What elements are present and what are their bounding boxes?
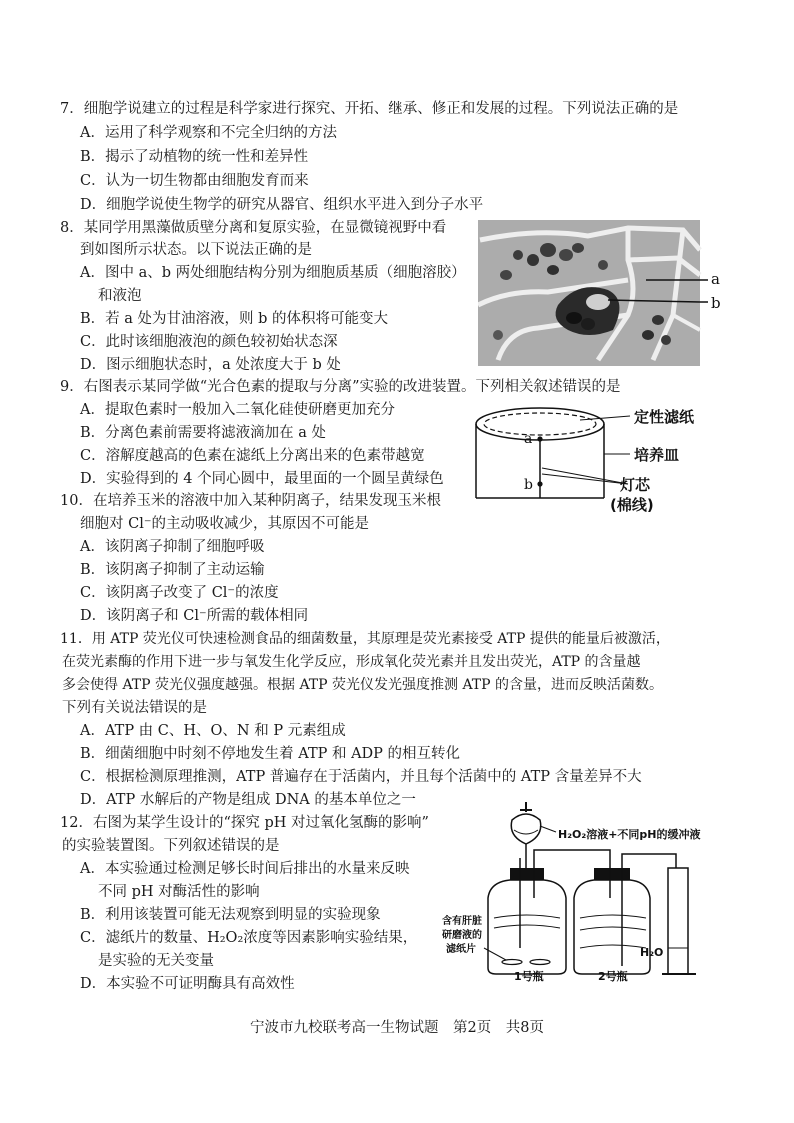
q12-option-d: D．本实验不可证明酶具有高效性 [80,976,295,992]
dish-label-petri-dish: 培养皿 [634,446,680,464]
q11-option-b: B．细菌细胞中时刻不停地发生着 ATP 和 ADP 的相互转化 [80,746,461,762]
q9-petri-dish-figure [470,398,750,516]
q8-option-b: B．若 a 处为甘油溶液，则 b 的体积将可能变大 [80,311,389,327]
q11-stem-line2: 在荧光素酶的作用下进一步与氧发生化学反应，形成氧化荧光素并且发出荧光，ATP 的含量越 [62,654,641,670]
page-footer: 宁波市九校联考高一生物试题 第2页 共8页 [250,1020,544,1036]
q11-option-d: D．ATP 水解后的产物是组成 DNA 的基本单位之一 [80,792,416,808]
dish-label-a: a [524,431,533,447]
q9-option-d: D．实验得到的 4 个同心圆中，最里面的一个圆呈黄绿色 [80,471,444,487]
q11-stem-line1: 11．用 ATP 荧光仪可快速检测食品的细菌数量，其原理是荧光素接受 ATP 提供的能量后被激活， [60,631,670,647]
q9-option-b: B．分离色素前需要将滤液滴加在 a 处 [80,425,327,441]
apparatus-label-h2o2: H₂O₂溶液+不同pH的缓冲液 [558,828,701,841]
q11-option-c: C．根据检测原理推测，ATP 普遍存在于活菌内，并且每个活菌中的 ATP 含量差异不大 [80,769,642,785]
apparatus-label-water: H₂O [640,946,664,959]
dish-label-wick: 灯芯 [620,476,651,494]
petri-dish-svg [470,398,750,516]
q7-option-d: D．细胞学说使生物学的研究从器官、组织水平进入到分子水平 [80,197,484,213]
q7-option-a: A．运用了科学观察和不完全归纳的方法 [80,125,337,141]
q8-stem-line1: 8．某同学用黑藻做质壁分离和复原实验，在显微镜视野中看 [60,220,447,236]
apparatus-label-bottle-1: 1号瓶 [514,970,544,982]
q12-option-c-cont: 是实验的无关变量 [98,953,214,969]
apparatus-label-paper-2: 研磨液的 [442,930,482,941]
q10-stem-line2: 细胞对 Cl⁻的主动吸收减少，其原因不可能是 [80,516,369,532]
q8-micrograph-figure [478,220,728,366]
q7-option-c: C．认为一切生物都由细胞发育而来 [80,173,309,189]
q8-option-a: A．图中 a、b 两处细胞结构分别为细胞质基质（细胞溶胶） [80,265,466,281]
q8-option-a-cont: 和液泡 [98,288,142,304]
q11-option-a: A．ATP 由 C、H、O、N 和 P 元素组成 [80,723,346,739]
q9-option-a: A．提取色素时一般加入二氧化硅使研磨更加充分 [80,402,395,418]
q11-stem-line4: 下列有关说法错误的是 [62,700,207,716]
dish-label-cotton: (棉线) [610,496,654,514]
apparatus-label-bottle-2: 2号瓶 [598,970,628,982]
q12-stem-line1: 12．右图为某学生设计的“探究 pH 对过氧化氢酶的影响” [60,815,429,831]
q10-option-c: C．该阴离子改变了 Cl⁻的浓度 [80,585,279,601]
q11-stem-line3: 多会使得 ATP 荧光仪强度越强。根据 ATP 荧光仪发光强度推测 ATP 的含量，进而反映活菌数。 [62,677,664,693]
q7-option-b: B．揭示了动植物的统一性和差异性 [80,149,309,165]
q8-stem-line2: 到如图所示状态。以下说法正确的是 [80,242,312,258]
apparatus-label-paper-1: 含有肝脏 [442,916,482,927]
q10-option-d: D．该阴离子和 Cl⁻所需的载体相同 [80,608,309,624]
q12-apparatus-figure [440,798,740,982]
apparatus-label-paper-3: 滤纸片 [446,944,476,955]
q9-stem: 9．右图表示某同学做“光合色素的提取与分离”实验的改进装置。下列相关叙述错误的是 [60,379,621,395]
micrograph-label-b: b [711,294,721,312]
q8-option-c: C．此时该细胞液泡的颜色较初始状态深 [80,334,338,350]
dish-label-filter-paper: 定性滤纸 [634,408,695,426]
micrograph-svg [478,220,728,366]
q12-option-c: C．滤纸片的数量、H₂O₂浓度等因素影响实验结果， [80,930,418,946]
q8-option-d: D．图示细胞状态时，a 处浓度大于 b 处 [80,357,341,373]
q10-option-a: A．该阴离子抑制了细胞呼吸 [80,539,265,555]
q12-option-b: B．利用该装置可能无法观察到明显的实验现象 [80,907,381,923]
q10-stem-line1: 10．在培养玉米的溶液中加入某种阴离子，结果发现玉米根 [60,493,441,509]
q7-stem: 7．细胞学说建立的过程是科学家进行探究、开拓、继承、修正和发展的过程。下列说法正确的是 [60,101,679,117]
micrograph-label-a: a [711,270,720,288]
dish-label-b: b [524,477,533,493]
q12-stem-line2: 的实验装置图。下列叙述错误的是 [62,838,280,854]
q12-option-a-cont: 不同 pH 对酶活性的影响 [98,884,260,900]
q9-option-c: C．溶解度越高的色素在滤纸上分离出来的色素带越宽 [80,448,425,464]
q10-option-b: B．该阴离子抑制了主动运输 [80,562,265,578]
apparatus-svg [440,798,740,982]
q12-option-a: A．本实验通过检测足够长时间后排出的水量来反映 [80,861,410,877]
